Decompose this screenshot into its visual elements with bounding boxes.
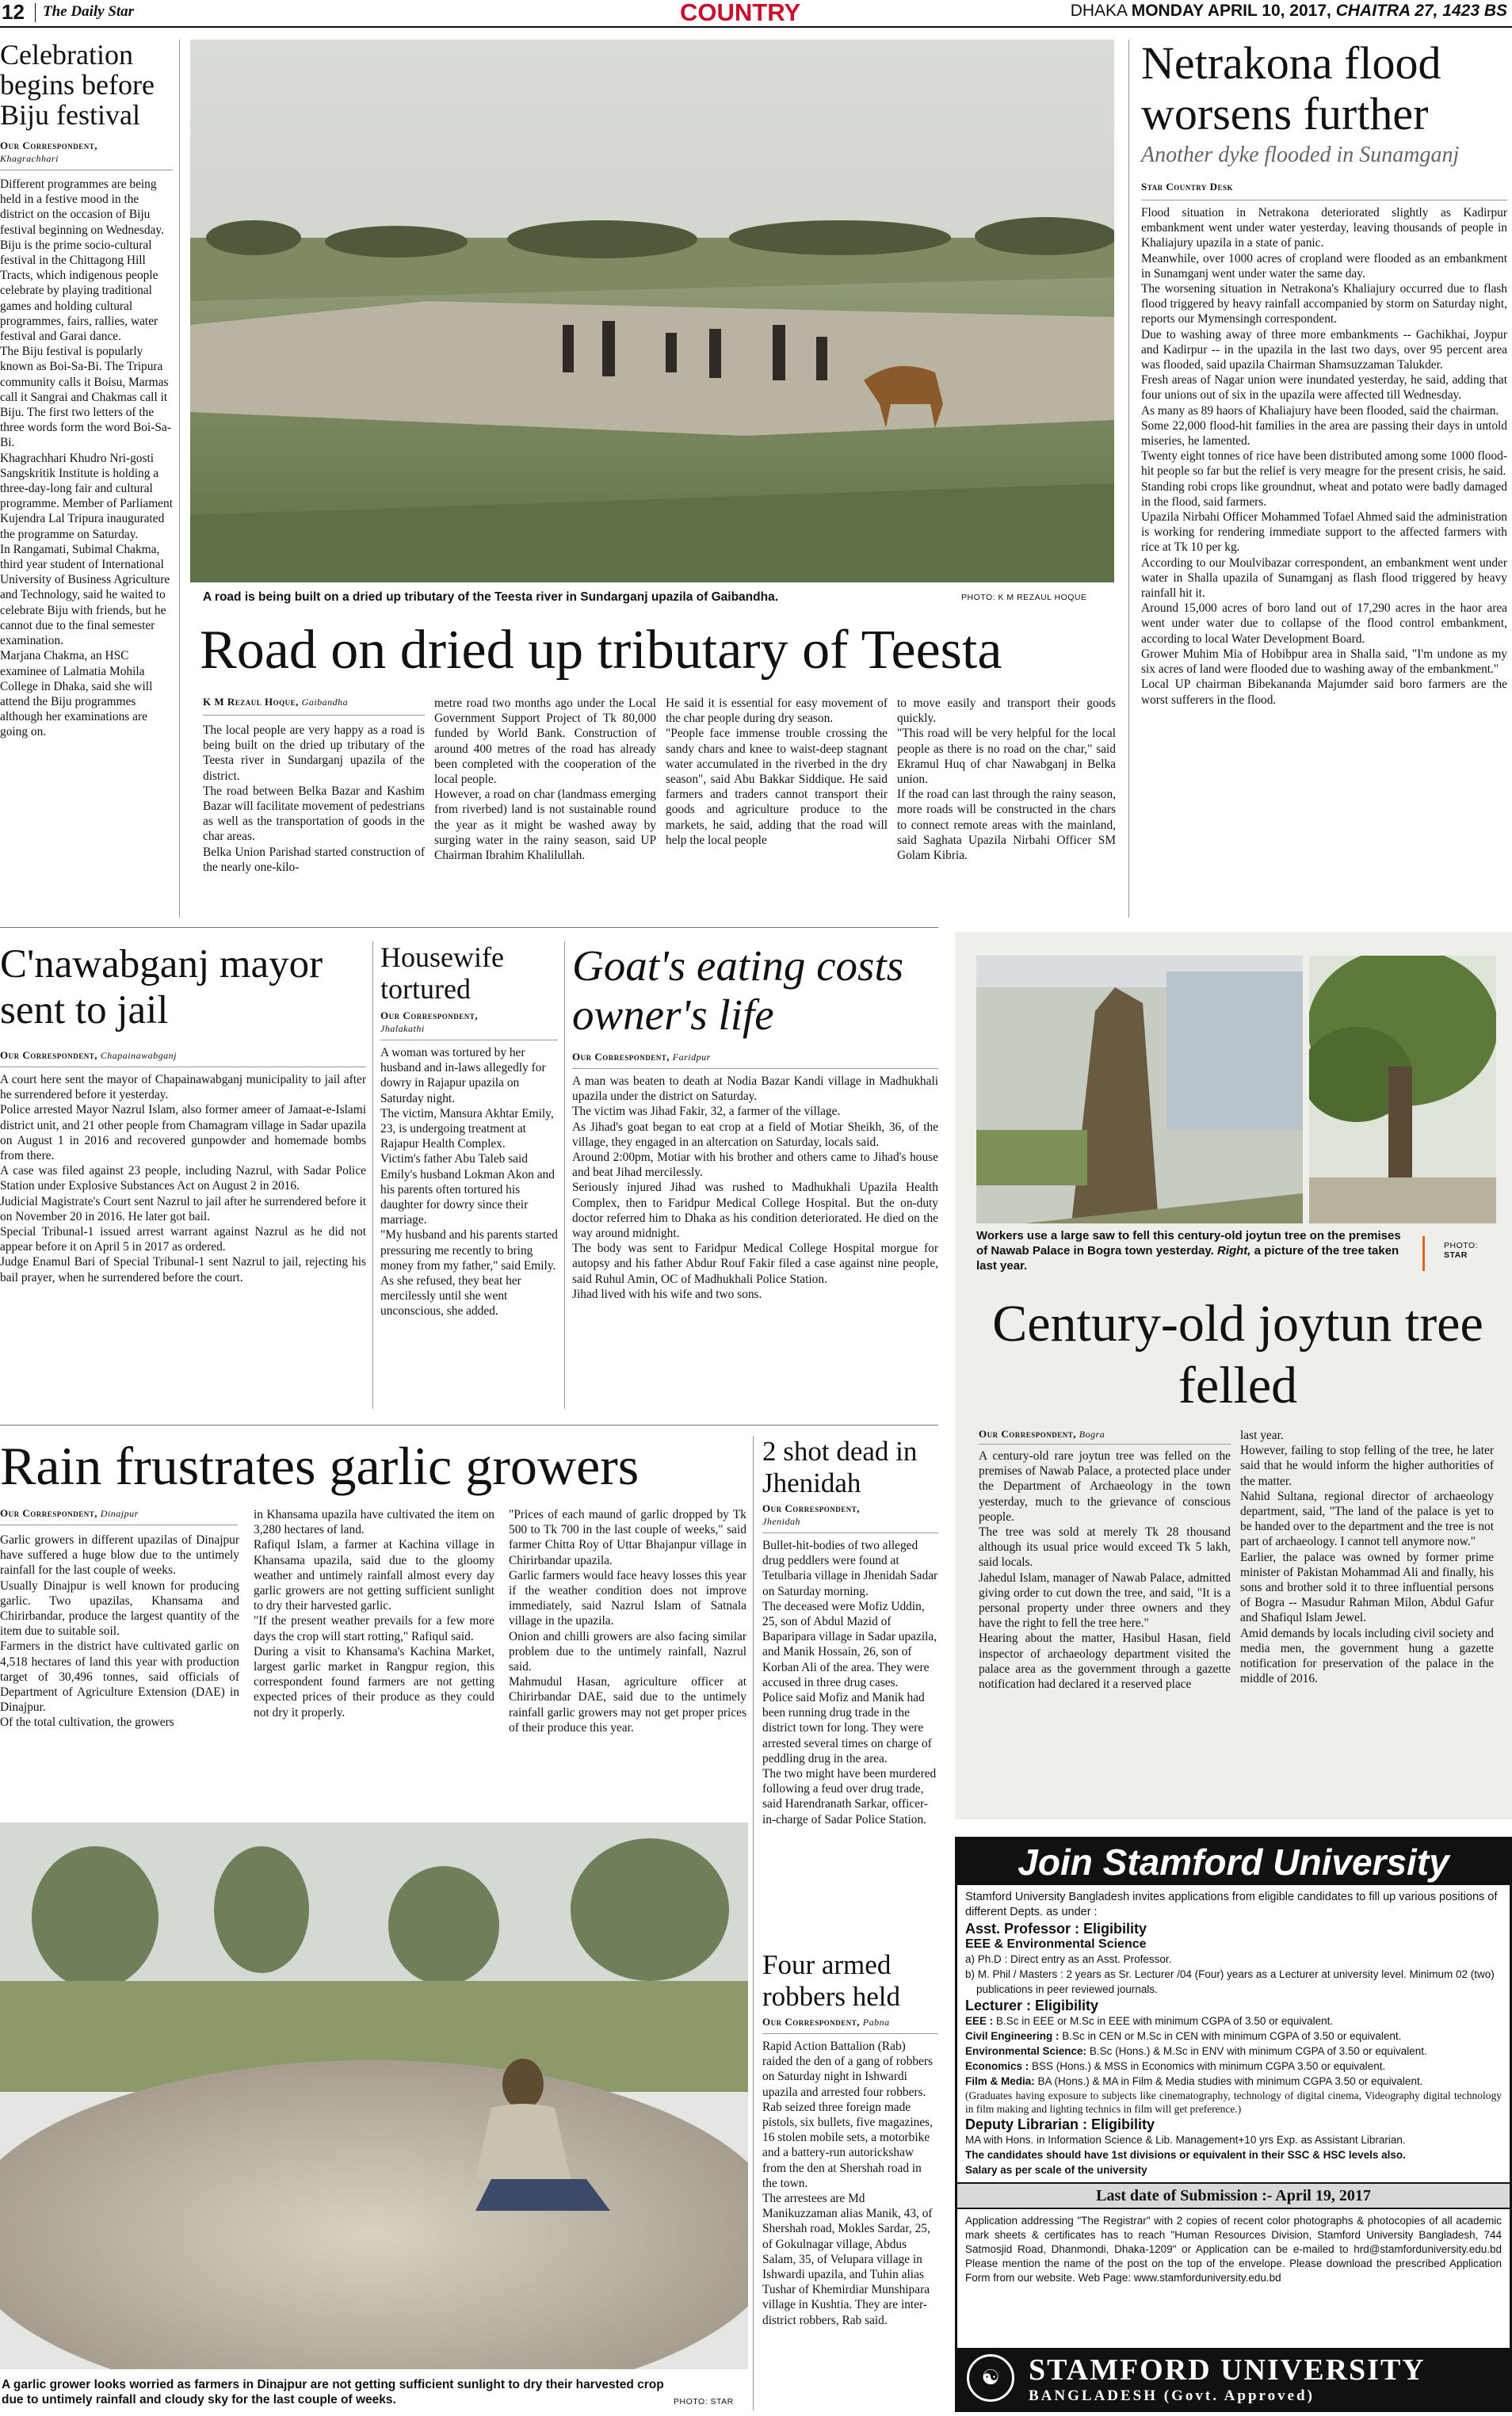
ad-asst-heading: Asst. Professor : Eligibility: [965, 1921, 1147, 1937]
byline-garlic-name: Our Correspondent,: [0, 1507, 98, 1519]
byline-joytun-rule: [979, 1444, 1231, 1445]
body-teesta-col4: to move easily and transport their goods quickly. "This road will be very helpful for the local people as there is no road on the char," said Ekramul Huq of char Nawabganj in Belka union. If the road can last through the rainy season, more roads will be constructed in the chars to connect remote areas with the mainland, said Saghata Upazila Nirbahi Officer SM Golam Kibria.: [897, 697, 1116, 863]
body-garlic-col3: "Prices of each maund of garlic dropped by Tk 500 to Tk 700 in the last couple of weeks," said farmer Chitta Roy of Uttar Bhajanpur village in Chirirbandar upazila. Garlic farmers would face heavy losses this year if the weather condition does not improve immediately, said Nazrul Islam of Satnala village in the upazila. Onion and chilli growers are also facing similar problem due to the untimely rainfall, Nazrul said. Mahmudul Hasan, agriculture officer at Chirirbandar DAE, said due to the untimely rainfall garlic growers may not get proper prices of their produce this year.: [509, 1508, 746, 1735]
ad-film-note: (Graduates having exposure to subjects like cinematography, technology of digital cinema, Videography digital technology in film making and lighting technics in film will get preference.): [965, 2090, 1502, 2115]
ad-civil-line: [965, 2029, 1502, 2044]
byline-biju: [0, 139, 173, 165]
ad-civil-label: Civil Engineering :: [965, 2030, 1060, 2042]
ad-film-text: BA (Hons.) & MA in Film & Media studies with minimum CGPA 3.50 or equivalent.: [1034, 2075, 1423, 2087]
body-goat: A man was beaten to death at Nodia Bazar Kandi village in Madhukhali upazila under the district on Saturday. The victim was Jihad Fakir, 32, a farmer of the village. As Jihad's goat began to eat crop at a field of Motiar Sheikh, 36, of the village, they engaged in an altercation on Saturday, locals said. Around 2:00pm, Motiar with his brother and others came to Jihad's house and beat Jihad mercilessly. Seriously injured Jihad was rushed to Madhukhali Upazila Health Complex, then to Faridpur Medical College Hospital. But the on-duty doctor referred him to Dhaka as his condition deteriorated. He died on the way around midnight. The body was sent to Faridpur Medical College Hospital morgue for autopsy and his father Abdur Rouf Fakir filed a case against nine people, said Ruhul Amin, OC of Madhukhali Police Station. Jihad lived with his wife and two sons.: [572, 1074, 938, 1301]
article-goat: [572, 941, 938, 1302]
stamford-ad: [955, 1837, 1512, 2412]
column-rule: [179, 40, 180, 918]
ad-eee-text: B.Sc in EEE or M.Sc in EEE with minimum CGPA of 3.50 or equivalent.: [993, 2015, 1334, 2027]
body-jhenidah: Bullet-hit-bodies of two alleged drug peddlers were found at Tetulbaria village in Jhenidah Sadar on Saturday morning. The deceased were Mofiz Uddin, 25, son of Abdul Mazid of Baparipara village in Sadar upazila, and Manik Hossain, 26, son of Korban Ali of the area. They were accused in three drug cases. Police said Mofiz and Manik had been running drug trade in the district town for long. They were arrested several times on charge of peddling drug in the area. The two might have been murdered following a feud over drug trade, said Harendranath Sarkar, officer-in-charge of Sadar Police Station.: [762, 1539, 938, 1826]
ad-env-text: B.Sc (Hons.) & M.Sc in ENV with minimum CGPA of 3.50 or equivalent.: [1086, 2045, 1427, 2057]
ad-eco-text: BSS (Hons.) & MSS in Economics with minimum CGPA 3.50 or equivalent.: [1029, 2060, 1386, 2072]
ad-deputy-text: MA with Hons. in Information Science & Lib. Management+10 yrs Exp. as Assistant Librarian.: [965, 2134, 1406, 2146]
byline-teesta: [203, 696, 441, 708]
headline-mayor: C'nawabganj mayor sent to jail: [0, 942, 323, 1032]
byline-mayor-location: Chapainawabganj: [100, 1050, 177, 1061]
section-title: COUNTRY: [680, 0, 801, 26]
ad-env-label: Environmental Science:: [965, 2045, 1087, 2057]
body-joytun-col2: last year. However, failing to stop felling of the tree, he later said that he would inform the higher authorities of the matter. Nahid Sultana, regional director of archaeology department, said, "The land of the palace is yet to be handed over to the department and the tree is not part of archaeology. I cannot tell anymore now." Earlier, the palace was owned by former prime minister of Pakistan Mohammad Ali and finally, his sons and brother sold it to three influential persons of Bogra -- Masudur Rahman Milon, Abdul Gafur and Shafiqul Islam Jewel. Amid demands by locals including civil society and media men, the government hung a gazette notification for preservation of the palace in the middle of 2016.: [1240, 1429, 1494, 1686]
ad-note-2: Salary as per scale of the university: [965, 2164, 1147, 2176]
body-biju: Different programmes are being held in a festive mood in the district on the occasion of Biju festival beginning on Wednesday. Biju is the prime socio-cultural festival in the Chittagong Hill Tracts, which indigenous people celebrate by playing traditional games and holding cultural programmes, fairs, rallies, water festival and Garai dance. The Biju festival is popularly known as Boi-Sa-Bi. The Tripura community calls it Boisu, Marmas call it Sangrai and Chakmas call it Biju. The first two letters of the three words form the word Boi-Sa-Bi. Khagrachhari Khudro Nri-gosti Sangskritik Institute is holding a three-day-long fair and cultural programme. Member of Parliament Kujendra Lal Tripura inaugurated the programme on Saturday. In Rangamati, Subimal Chakma, third year student of International University of Business Agriculture and Technology, said he waited to celebrate Biju with friends, but he cannot due to the final semester examination. Marjana Chakma, an HSC examinee of Lalmatia Mohila College in Dhaka, said she will attend the Biju programmes although her examinations are going on.: [0, 177, 173, 739]
headline-joytun: Century-old joytun tree felled: [992, 1295, 1483, 1414]
ad-title: Join Stamford University: [1018, 1842, 1449, 1883]
photo-joytun-last-year: [1309, 956, 1496, 1223]
column-rule: [372, 941, 373, 1409]
byline-robbers-name: Our Correspondent,: [762, 2016, 861, 2028]
body-netrakona: Flood situation in Netrakona deteriorated slightly as Kadirpur embankment went under water yesterday, leaving thousands of people in Khaliajury upazila in a state of panic. Meanwhile, over 1000 acres of cropland were flooded as an embankment in Sunamganj went under water the same day. The worsening situation in Netrakona's Khaliajury occurred due to flash flood triggered by heavy rainfall accompanied by storm on Saturday night, reports our Mymensingh correspondent. Due to washing away of three more embankments -- Gachikhai, Joypur and Kadirpur -- in the upazila in the last two days, over 95 percent area was flooded, said upazila Chairman Shamsuzzaman Talukder. Fresh areas of Nagar union were inundated yesterday, he said, adding that four unions out of six in the upazila were affected till Wednesday. As many as 89 haors of Khaliajury have been flooded, said the chairman. Some 22,000 flood-hit families in the area are passing their days in untold miseries, he lamented. Twenty eight tonnes of rice have been distributed among some 1000 flood-hit people so far but the relief is very meagre for the present crisis, he said. Standing robi crops like groundnut, wheat and potato were badly damaged in the flood, said farmers. Upazila Nirbahi Officer Mohammed Tofael Ahmed said the administration is working for rendering immediate support to the affected farmers with rice at Tk 10 per kg. According to our Moulvibazar correspondent, an embankment went under water in Shalla upazila of Sunamganj as flash flood triggered by heavy rainfall hit it. Around 15,000 acres of boro land out of 17,290 acres in the haor area went under water due to collapse of the flood control embankment, according to local Water Development Board. Grower Muhim Mia of Hobibpur area in Shalla said, "I'm undone as my six acres of land were flooded due to washing away of the embankment." Local UP chairman Bibekananda Majumder said boro farmers are the worst sufferers in the flood.: [1141, 206, 1507, 707]
byline-teesta-rule: [203, 715, 425, 716]
photo-garlic-grower: [0, 1822, 748, 2369]
ad-apply-text: Application addressing "The Registrar" with 2 copies of recent color photographs & photocopies of all academic mark sheets & certificates has to reach "Human Resources Division, Stamford University Bangladesh, 744 Satmosjid Road, Dhanmondi, Dhaka-1209" or Application can be e-mailed to hrd@stamforduniversity.edu.bd Please mention the name of the post on the top of the envelope. Please download the prescribed Application Form from our website. Web Page: www.stamforduniversity.edu.bd: [965, 2215, 1502, 2284]
body-garlic-col1: Garlic growers in different upazilas of Dinajpur have suffered a huge blow due to the untimely rainfall for the last couple of weeks. Usually Dinajpur is well known for producing garlic. Two upazilas, Khansama and Chirirbandar, produce the largest quantity of the item due to suitable soil. Farmers in the district have cultivated garlic on 4,518 hectares of land this year with production target of 30,496 tonnes, said officials of Department of Agriculture Extension (DAE) in Dinajpur. Of the total cultivation, the growers: [0, 1533, 239, 1730]
byline-joytun-location: Bogra: [1079, 1429, 1105, 1440]
page-number: 12: [2, 0, 25, 24]
ad-intro: Stamford University Bangladesh invites applications from eligible candidates to fill up various positions of different Depts. as under :: [965, 1891, 1498, 1918]
caption-garlic: A garlic grower looks worried as farmers in Dinajpur are not getting sufficient sunlight to dry their harvested crop due to untimely rainfall and cloudy sky for the last couple of weeks.: [2, 2378, 664, 2406]
headline-teesta: Road on dried up tributary of Teesta: [200, 620, 1002, 681]
ad-deputy-heading: Deputy Librarian : Eligibility: [965, 2116, 1155, 2132]
subhead-netrakona: Another dyke flooded in Sunamganj: [1141, 143, 1460, 167]
byline-goat: [572, 1051, 938, 1063]
byline-mayor: [0, 1049, 366, 1062]
caption-teesta: A road is being built on a dried up tributary of the Teesta river in Sundarganj upazila of Gaibandha.: [203, 590, 779, 604]
photo-teesta-road: [190, 40, 1114, 582]
byline-jhenidah: [762, 1502, 938, 1528]
body-robbers: Rapid Action Battalion (Rab) raided the den of a gang of robbers on Saturday night in Ishwardi upazila and arrested four robbers. Rab seized three foreign made pistols, six bullets, five magazines, 16 stolen mobile sets, a motorbike and a battery-run autorickshaw from the den at Shershah road in the town. The arrestees are Md Manikuzzaman alias Manik, 43, of Shershah road, Mokles Sardar, 25, of Gokulnagar village, Abdus Salam, 35, of Velupara village in Ishwardi upazila, and Tuhin alias Tushar of Khemirdiar Munshipara village in Kushtia. They are inter-district robbers, Rab said.: [762, 2040, 934, 2327]
byline-rule: [762, 1532, 938, 1533]
article-housewife: [380, 941, 558, 1319]
body-teesta-col2: metre road two months ago under the Local Government Support Project of Tk 80,000 funded by World Bank. Construction of around 400 metres of the road has already been completed with the cooperation of the local people. However, a road on char (landmass emerging from riverbed) land is not sustainable round the year as it might be washed away by surging water in the rainy season, said UP Chairman Ibrahim Khalilullah.: [434, 697, 656, 863]
ad-deadline-bar: [957, 2182, 1510, 2209]
ad-footer-name: STAMFORD UNIVERSITY: [1029, 2353, 1426, 2387]
body-garlic-col2: in Khansama upazila have cultivated the item on 3,280 hectares of land. Rafiqul Islam, a farmer at Kachina village in Khansama upazila, said due to the gloomy weather and untimely rainfall almost every day garlic growers are not getting sufficient sunlight to dry their harvested garlic. "If the present weather prevails for a few more days the crop will start rotting," Rafiqul said. During a visit to Khansama's Kachina Market, largest garlic market in Rangpur region, this correspondent found farmers are not getting expected prices of their produce as they could not dry it properly.: [254, 1508, 494, 1719]
byline-netrakona: Star Country Desk: [1141, 181, 1234, 193]
byline-mayor-name: Our Correspondent,: [0, 1049, 98, 1061]
credit-teesta: PHOTO: K M REZAUL HOQUE: [961, 593, 1087, 602]
byline-garlic-location: Dinajpur: [100, 1508, 139, 1519]
body-mayor: A court here sent the mayor of Chapainawabganj municipality to jail after he surrendered before it yesterday. Police arrested Mayor Nazrul Islam, also former ameer of Jamaat-e-Islami district unit, and 21 other people from Chamagram village in Sadar upazila on August 1 in 2016 and recovered gunpowder and homemade bombs from there. A case was filed against 23 people, including Nazrul, with Sadar Police Station under Explosive Substances Act on August 2 in 2016. Judicial Magistrate's Court sent Nazrul to jail after he surrendered before it on November 20 in 2016. He later got bail. Special Tribunal-1 issued arrest warrant against Nazrul as he did not appear before it on April 5 in 2017 as ordered. Judge Enamul Bari of Special Tribunal-1 sent Nazrul to jail, rejecting his bail prayer, when he surrendered before the court.: [0, 1073, 366, 1284]
headline-goat: Goat's eating costs owner's life: [572, 941, 904, 1039]
article-robbers: [762, 1949, 938, 2328]
ad-note-1: The candidates should have 1st divisions or equivalent in their SSC & HSC levels also.: [965, 2149, 1406, 2161]
headline-jhenidah: 2 shot dead in Jhenidah: [762, 1436, 918, 1498]
byline-joytun-name: Our Correspondent,: [979, 1428, 1077, 1440]
body-teesta-col3: He said it is essential for easy movement of the char people during dry season. "People face immense trouble crossing the sandy chars and knee to waist-deep stagnant water accumulated in the riverbed in the dry season", said Abu Bakkar Siddique. He said farmers and traders cannot transport their goods and agriculture produce to the markets, he said, adding that the road will help the local people: [666, 697, 888, 847]
dateline-date: MONDAY APRIL 10, 2017,: [1131, 2, 1331, 20]
ad-asst-a: a) Ph.D : Direct entry as an Asst. Professor.: [965, 1953, 1172, 1965]
ad-eee-heading: EEE & Environmental Science: [965, 1937, 1147, 1951]
ad-eee-label: EEE :: [965, 2015, 994, 2027]
column-rule: [1128, 40, 1129, 918]
byline-rule: [572, 1068, 938, 1069]
dateline-bangla: CHAITRA 27, 1423 BS: [1335, 2, 1507, 20]
byline-biju-name: Our Correspondent,: [0, 139, 98, 151]
byline-biju-location: Khagrachhari: [0, 153, 59, 164]
byline-housewife: [380, 1010, 558, 1035]
body-housewife: A woman was tortured by her husband and in-laws allegedly for dowry in Rajapur upazila on Saturday night. The victim, Mansura Akhtar Emily, 23, is undergoing treatment at Rajapur Health Complex. Victim's father Abu Taleb said Emily's husband Lokman Akon and his parents often tortured his daughter for dowry since their marriage. "My husband and his parents started pressuring me recently to bring money from my father," said Emily. As she refused, they beat her mercilessly until she went unconscious, she added.: [380, 1046, 558, 1319]
byline-robbers: [762, 2016, 938, 2029]
garlic-grower-image: [0, 1822, 748, 2369]
ad-film-label: Film & Media:: [965, 2075, 1035, 2087]
section-rule: [0, 1425, 938, 1426]
body-teesta-col1: The local people are very happy as a road is being built on the dried up tributary of the Teesta river in Sundarganj upazila of the district. The road between Belka Bazar and Kashim Bazar will facilitate movement of pedestrians as well as the transportation of goods in the char areas. Belka Union Parishad started construction of the nearly one-kilo-: [203, 723, 425, 874]
headline-garlic: Rain frustrates garlic growers: [0, 1436, 640, 1496]
headline-netrakona: Netrakona flood worsens further: [1141, 37, 1441, 139]
dateline-city: DHAKA: [1070, 2, 1127, 20]
masthead-divider: [35, 3, 36, 22]
credit-garlic: PHOTO: STAR: [674, 2397, 734, 2406]
headline-biju: Celebration begins before Biju festival: [0, 39, 155, 131]
dateline: [1071, 2, 1507, 21]
ad-eco-line: [965, 2059, 1502, 2074]
column-rule: [753, 1436, 754, 2410]
byline-goat-location: Faridpur: [672, 1052, 711, 1063]
ad-footer: [957, 2348, 1510, 2410]
tree-felling-image: [976, 956, 1303, 1223]
ad-title-bar: [957, 1839, 1510, 1885]
caption-joytun: [976, 1228, 1404, 1273]
credit-joytun-source: STAR: [1444, 1250, 1468, 1260]
ad-footer-sub: BANGLADESH (Govt. Approved): [1029, 2387, 1315, 2404]
credit-joytun: [1444, 1241, 1499, 1260]
masthead-rule: [0, 26, 1512, 28]
ad-film-line: [965, 2074, 1502, 2089]
caption-joytun-tail: a picture of the tree taken last year.: [976, 1244, 1399, 1273]
tree-last-year-image: [1309, 956, 1496, 1223]
article-mayor: [0, 941, 366, 1285]
byline-housewife-name: Our Correspondent,: [380, 1010, 479, 1021]
caption-joytun-right: Right,: [1216, 1244, 1251, 1258]
column-rule: [564, 941, 565, 1409]
stamford-logo-icon: ☯: [967, 2354, 1014, 2402]
section-rule: [0, 927, 938, 928]
credit-joytun-label: PHOTO:: [1444, 1241, 1479, 1250]
ad-deadline: Last date of Submission :- April 19, 2017: [1096, 2187, 1371, 2204]
article-jhenidah: [762, 1436, 938, 1827]
article-netrakona: [1141, 38, 1507, 708]
photo-joytun-felling: [976, 956, 1303, 1223]
byline-garlic: [0, 1507, 238, 1520]
byline-joytun: [979, 1428, 1232, 1441]
byline-robbers-location: Pabna: [862, 2017, 890, 2028]
masthead: [0, 0, 1512, 27]
body-joytun-col1: A century-old rare joytun tree was felled on the premises of Nawab Palace, a protected place under the Department of Archaeology in the town yesterday, much to the grievance of conscious people. The tree was sold at merely Tk 28 thousand although its usual price would exceed Tk 5 lakh, said locals. Jahedul Islam, manager of Nawab Palace, admitted giving order to cut down the tree, and said, "It is a personal property under three owners and they have the right to fell the tree here." Hearing about the matter, Hasibul Hasan, field inspector of archaeology department visited the palace area as the government through a gazette notification had declared it a reserved place: [979, 1449, 1231, 1692]
caption-joytun-accent: [1422, 1236, 1425, 1271]
ad-civil-text: B.Sc in CEN or M.Sc in CEN with minimum CGPA of 3.50 or equivalent.: [1059, 2030, 1402, 2042]
byline-jhenidah-name: Our Correspondent,: [762, 1502, 861, 1514]
ad-asst-b: b) M. Phil / Masters : 2 years as Sr. Lecturer /04 (Four) years as a Lecturer at university level. Minimum 02 (two) publications in peer reviewed journals.: [965, 1968, 1495, 1995]
ad-eee-line: [965, 2013, 1502, 2029]
article-biju: [0, 40, 173, 919]
ad-eco-label: Economics :: [965, 2060, 1029, 2072]
headline-robbers: Four armed robbers held: [762, 1949, 900, 2012]
ad-env-line: [965, 2044, 1502, 2059]
paper-name: The Daily Star: [43, 3, 135, 20]
byline-teesta-name: K M Rezaul Hoque,: [203, 696, 299, 708]
byline-jhenidah-location: Jhenidah: [762, 1516, 800, 1527]
caption-joytun-main: Workers use a large saw to fell this century-old joytun tree on the premises of Nawab Palace in Bogra town yesterday.: [976, 1229, 1401, 1258]
byline-rule: [762, 2033, 938, 2034]
byline-goat-name: Our Correspondent,: [572, 1051, 670, 1063]
byline-teesta-location: Gaibandha: [301, 697, 349, 708]
road-scene-image: [190, 40, 1114, 582]
byline-housewife-location: Jhalakathi: [380, 1023, 425, 1034]
headline-housewife: Housewife tortured: [380, 941, 504, 1005]
ad-lecturer-heading: Lecturer : Eligibility: [965, 1998, 1099, 2013]
